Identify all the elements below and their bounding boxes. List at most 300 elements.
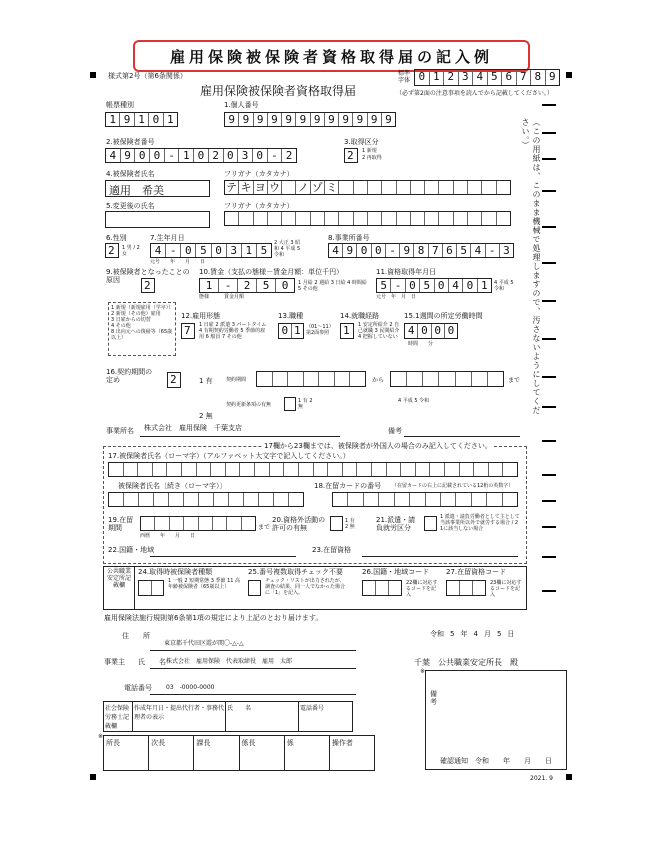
nationality-code-field[interactable] <box>362 580 402 596</box>
cause-option: 4 その他 <box>111 323 131 329</box>
digit-cell: 3 <box>227 244 242 257</box>
f9-label: 9.被保険者となったことの原因 <box>106 268 190 284</box>
f23-label: 23.在留資格 <box>312 546 352 554</box>
mynumber-field[interactable] <box>224 112 396 127</box>
digit-cell: 5 <box>457 244 471 257</box>
digit-cell <box>368 212 382 225</box>
digit-cell: 0 <box>181 244 196 257</box>
digit-cell <box>456 493 471 506</box>
digit-cell: キ <box>239 181 253 194</box>
jigyonushi-label: 事業主 <box>104 658 125 666</box>
stamp-cell: 係 <box>285 736 330 770</box>
digit-cell <box>364 493 379 506</box>
digit-cell <box>170 517 184 530</box>
digit-cell <box>489 463 504 476</box>
employer-tel: 03 -0000-0000 <box>166 684 215 691</box>
office-use-divider <box>134 566 135 610</box>
digit-cell <box>387 463 402 476</box>
digit-cell <box>226 463 241 476</box>
digit-cell <box>389 581 401 595</box>
timing-mark <box>542 300 556 302</box>
digit-cell <box>497 212 510 225</box>
digit-cell <box>311 212 325 225</box>
digit-cell <box>257 372 273 386</box>
digit-cell: 5 <box>260 244 268 257</box>
digit-cell <box>460 581 473 595</box>
sharoushi-table <box>103 701 353 732</box>
digit-cell <box>430 463 445 476</box>
digit-cell: 0 <box>447 324 455 337</box>
digit-cell: ミ <box>325 181 339 194</box>
digit-cell <box>304 372 320 386</box>
side-note: （この用紙は、このまま機械で処理しますので、汚さないようにしてください。） <box>521 118 541 415</box>
digit-cell: 8 <box>531 70 546 85</box>
digit-cell: 1 <box>293 324 301 337</box>
timing-mark <box>542 590 556 592</box>
f14-label: 14.就職経路 <box>340 312 380 320</box>
status-code-field[interactable] <box>446 580 486 596</box>
timing-mark <box>542 132 556 134</box>
digit-cell: 2 <box>209 149 224 162</box>
contract-ari: 1 有 <box>199 377 213 385</box>
digit-cell <box>138 463 153 476</box>
digit-cell <box>333 493 348 506</box>
digit-cell: 3 <box>238 149 253 162</box>
furigana2-field[interactable] <box>224 211 511 226</box>
f20-label: 20.資格外活動の許可の有無 <box>272 516 326 532</box>
digit-cell <box>225 212 239 225</box>
f3-label: 3.取得区分 <box>344 138 379 146</box>
digit-cell: 2 <box>285 149 293 162</box>
f20-opt: 1 有 2 無 <box>345 518 355 530</box>
f1-label: 1.個人番号 <box>224 101 259 109</box>
digit-cell <box>376 581 389 595</box>
digit-cell: 5 <box>196 244 211 257</box>
digit-cell: - <box>268 149 283 162</box>
digit-cell <box>199 493 214 506</box>
furigana-label: フリガナ（カタカナ） <box>224 170 294 178</box>
route-field[interactable]: 1 <box>340 323 354 339</box>
timing-mark <box>542 376 556 378</box>
kome-mark: ※ <box>98 733 104 740</box>
digit-cell: 0 <box>432 324 445 338</box>
digit-cell: - <box>165 149 180 162</box>
kome-mark2: ※ <box>420 668 426 675</box>
chohyo-field[interactable] <box>105 112 178 127</box>
f18-sub: （在留カードの右上に記載されている12桁の英数字） <box>392 483 514 489</box>
period-start-field[interactable] <box>256 371 366 387</box>
digit-cell: テ <box>225 181 239 194</box>
digit-cell: ウ <box>268 181 282 194</box>
acquisition-type-field[interactable]: 2 <box>344 148 358 163</box>
digit-cell <box>296 212 310 225</box>
insured-type-field[interactable] <box>138 580 164 596</box>
digit-cell <box>339 212 353 225</box>
insured-name-field[interactable]: 適用 希美 <box>105 180 210 197</box>
f10-label: 10.賃金（支払の態様－賃金月額：単位千円） <box>199 268 344 276</box>
digit-cell <box>109 463 124 476</box>
digit-cell <box>154 493 169 506</box>
cause-field[interactable]: 2 <box>141 278 155 293</box>
tel-label: 電話番号 <box>124 684 152 692</box>
cause-option: 2 新規（その他）雇用 <box>111 311 161 317</box>
sharoushi-label: 社会保険労務士記載欄 <box>104 702 133 732</box>
gender-field[interactable]: 2 <box>105 243 119 258</box>
digit-cell <box>425 212 439 225</box>
digit-cell <box>227 517 241 530</box>
stamp-row <box>103 735 375 771</box>
timing-mark <box>542 500 556 502</box>
digit-cell <box>397 212 411 225</box>
digit-cell: 0 <box>135 149 150 162</box>
digit-cell: 0 <box>281 279 289 292</box>
digit-cell <box>244 493 259 506</box>
digit-cell <box>439 181 453 194</box>
f15-label: 15.1週間の所定労働時間 <box>404 312 483 320</box>
addr-label: 住 所 <box>122 632 150 640</box>
digit-cell <box>335 372 351 386</box>
f19-made: まで <box>258 524 271 531</box>
contract-field[interactable]: 2 <box>167 372 181 388</box>
digit-cell <box>184 517 198 530</box>
digit-cell: 0 <box>224 149 239 162</box>
timing-mark <box>542 474 556 476</box>
roman-name2-field[interactable] <box>108 492 304 507</box>
digit-cell: - <box>386 244 400 257</box>
insured-number-field[interactable] <box>105 148 297 163</box>
version: 2021. 9 <box>530 775 553 782</box>
renewal-label: 契約更新条項の有無 <box>226 402 272 408</box>
acq-opt1: 1 新規 <box>362 148 377 154</box>
made: まで <box>508 377 521 384</box>
digit-cell <box>350 372 365 386</box>
f27-sub: 23欄に対応するコードを記入 <box>490 580 522 598</box>
digit-cell: 0 <box>253 149 268 162</box>
digit-cell <box>299 463 314 476</box>
digit-cell <box>239 212 253 225</box>
digit-cell <box>153 463 168 476</box>
legal-statement: 雇用保険法施行規則第6条第1項の規定により上記のとおり届けます。 <box>104 614 323 622</box>
digit-cell <box>416 463 431 476</box>
digit-cell <box>254 212 268 225</box>
addressee: 千葉 公共職業安定所長 殿 <box>414 658 518 667</box>
digit-cell: 9 <box>225 113 239 126</box>
f17-label: 17.被保険者氏名（ローマ字）（アルファベット大文字で記入してください。） <box>108 452 350 460</box>
digit-cell <box>289 493 303 506</box>
digit-cell: 7 <box>517 70 532 85</box>
digit-cell <box>411 212 425 225</box>
roman-name-field[interactable] <box>108 462 518 477</box>
digit-cell: 4 <box>471 244 485 257</box>
stamp-cell: 係長 <box>240 736 285 770</box>
digit-cell: 9 <box>268 113 282 126</box>
timing-mark <box>542 406 556 408</box>
digit-cell <box>268 212 282 225</box>
digit-cell: 9 <box>368 113 382 126</box>
digit-cell <box>282 212 296 225</box>
digit-cell <box>423 372 439 386</box>
cause-options <box>108 302 176 356</box>
digit-cell <box>426 493 441 506</box>
f17b-label: 被保険者氏名〔続き（ローマ字）〕 <box>118 482 227 490</box>
addr-line <box>150 650 356 651</box>
digit-cell <box>339 181 353 194</box>
digit-cell <box>169 493 184 506</box>
wage-sub: 態様 賃金月額 <box>199 294 245 300</box>
digit-cell <box>379 493 394 506</box>
digit-cell <box>325 212 339 225</box>
digit-cell: 4 <box>106 149 121 162</box>
submission-date: 令和 5 年 4 月 5 日 <box>430 630 515 638</box>
digit-cell <box>439 372 455 386</box>
digit-cell <box>439 212 453 225</box>
acq-sub: 元号 年 月 日 <box>376 294 417 300</box>
digit-cell: 4 <box>449 279 463 292</box>
digit-cell <box>282 181 296 194</box>
digit-cell <box>319 372 335 386</box>
digit-cell <box>482 181 496 194</box>
f26-sub: 22欄に対応するコードを記入 <box>406 580 438 598</box>
digit-cell <box>229 493 244 506</box>
digit-cell <box>411 181 425 194</box>
digit-cell <box>167 463 182 476</box>
digit-cell: 9 <box>121 149 136 162</box>
digit-cell <box>472 372 488 386</box>
period-label: 契約期間 <box>226 377 247 383</box>
example-banner: 雇用保険被保険者資格取得届の記入例 <box>133 40 530 72</box>
weekly-hours-field[interactable] <box>404 323 458 339</box>
digit-cell <box>363 581 376 595</box>
acq-opt2: 2 再取得 <box>362 155 382 161</box>
digit-cell: 9 <box>385 113 392 126</box>
period-end-field[interactable] <box>390 371 504 387</box>
digit-cell <box>468 212 482 225</box>
f24-label: 24.取得時被保険者種類 <box>138 568 213 576</box>
digit-cell <box>395 493 410 506</box>
acq-era: 4 平成 5 令和 <box>494 280 514 292</box>
sharoushi-col2: 氏 名 <box>226 702 299 732</box>
digit-cell: 9 <box>325 113 339 126</box>
digit-cell <box>397 181 411 194</box>
digit-cell: 1 <box>167 113 174 126</box>
digit-cell <box>401 463 416 476</box>
digit-cell <box>472 493 487 506</box>
digit-cell <box>182 463 197 476</box>
office-number-field[interactable] <box>328 243 514 258</box>
digit-cell: 5 <box>257 279 276 292</box>
digit-cell: 0 <box>212 244 227 257</box>
renewal-field[interactable] <box>284 397 296 411</box>
dispatch-field[interactable] <box>424 516 437 531</box>
occupation-field[interactable] <box>278 323 304 339</box>
timing-mark <box>542 338 556 340</box>
route-opts: 1 安定所紹介 2 自己就職 3 民間紹介 4 把握していない <box>358 322 400 340</box>
digit-cell: 0 <box>372 244 386 257</box>
digit-cell <box>454 181 468 194</box>
digit-cell: 9 <box>343 244 357 257</box>
sharoushi-col1: 作成年月日・提出代行者・事務代理者の表示 <box>133 702 226 732</box>
digit-cell <box>468 181 482 194</box>
chohyo-label: 帳票種別 <box>106 101 134 109</box>
dup-check-field[interactable] <box>248 580 261 596</box>
form-code: 様式第2号（第6条関係） <box>108 72 187 80</box>
activity-permit-field[interactable] <box>330 516 343 531</box>
f19-sub: 西暦 年 月 日 <box>140 533 196 539</box>
employment-type-field[interactable]: 7 <box>181 323 195 339</box>
acq-date-field[interactable] <box>376 278 492 293</box>
f23-line <box>362 556 518 557</box>
digit-cell <box>328 463 343 476</box>
furigana2-label: フリガナ（カタカナ） <box>224 202 294 210</box>
digit-cell <box>240 463 255 476</box>
digit-cell <box>270 463 285 476</box>
digit-cell <box>382 212 396 225</box>
digit-cell <box>474 463 489 476</box>
digit-cell <box>482 212 496 225</box>
digit-cell: - <box>219 279 238 292</box>
f13-label: 13.職種 <box>278 312 304 320</box>
biko-box <box>425 670 567 770</box>
notice-text: （必ず第2面の注意事項を読んでから記載してください。） <box>396 90 553 97</box>
stamp-cell: 課長 <box>194 736 239 770</box>
digit-cell <box>368 181 382 194</box>
digit-cell <box>274 493 289 506</box>
digit-cell <box>354 212 368 225</box>
digit-cell: - <box>486 244 500 257</box>
digit-cell <box>348 493 363 506</box>
digit-cell: 0 <box>418 324 431 338</box>
digit-cell <box>141 517 155 530</box>
digit-cell <box>109 493 124 506</box>
digit-cell <box>456 372 472 386</box>
timing-mark <box>542 556 556 558</box>
digit-cell: 3 <box>459 70 474 85</box>
f24-opts: 1 一般 2 短期常態 3 季節 11 高年齢被保険者（65歳以上） <box>168 578 241 590</box>
digit-cell <box>372 463 387 476</box>
digit-cell: 5 <box>488 70 503 85</box>
digit-cell: 2 <box>444 70 459 85</box>
f25-label: 25.番号複数取得チェック不要 <box>248 568 343 576</box>
digit-cell <box>441 493 456 506</box>
name-line <box>150 668 356 669</box>
renewal-opts: 1 有 2 無 <box>298 398 313 410</box>
hyojun-label: 標準字体 <box>398 70 411 84</box>
corner-mark <box>566 774 572 780</box>
timing-mark <box>542 226 556 228</box>
digit-cell <box>487 493 502 506</box>
birth-sub: 元号 年 月 日 <box>150 259 206 265</box>
corner-mark <box>90 774 96 780</box>
contract-nashi: 2 無 <box>199 412 213 420</box>
stamp-cell: 所長 <box>104 736 149 770</box>
timing-mark <box>542 262 556 264</box>
biko-label: 備考 <box>388 427 402 435</box>
digit-cell: 1 <box>242 244 257 257</box>
digit-cell: 4 <box>405 324 418 338</box>
digit-cell: 9 <box>400 244 414 257</box>
digit-cell <box>184 493 199 506</box>
digit-cell: 2 <box>238 279 257 292</box>
stay-period-field[interactable] <box>140 516 256 531</box>
birth-era: 2 大正 3 昭和 4 平成 5 令和 <box>274 240 301 258</box>
digit-cell <box>213 517 227 530</box>
digit-cell <box>454 212 468 225</box>
digit-cell <box>273 372 289 386</box>
office-use-label: 公共職業安定所記載欄 <box>106 568 131 589</box>
timing-mark <box>542 526 556 528</box>
foreign-note: 17欄から23欄までは、被保険者が外国人の場合のみ記入してください。 <box>264 442 492 450</box>
f19-label: 19.在留期間 <box>108 516 134 532</box>
digit-cell: 6 <box>443 244 457 257</box>
digit-cell: 6 <box>502 70 517 85</box>
digit-cell: 0 <box>149 113 163 126</box>
employment-opts: 1 日雇 2 派遣 3 パートタイム 4 有期契約労働者 5 季節的雇用 6 船員 7 その他 <box>199 322 267 340</box>
f16-label: 16.契約期間の定め <box>106 368 153 384</box>
office-label: 事業所名 <box>106 427 134 435</box>
form-title: 雇用保険被保険者資格取得届 <box>200 84 357 98</box>
biko-line <box>404 436 520 437</box>
digit-cell <box>425 181 439 194</box>
digit-cell <box>407 372 423 386</box>
stamp-cell: 次長 <box>149 736 194 770</box>
digit-cell: 0 <box>463 279 477 292</box>
biko2-label: 備考 <box>430 690 437 706</box>
digit-cell: 1 <box>135 113 149 126</box>
digit-cell: 1 <box>106 113 120 126</box>
digit-cell <box>382 181 396 194</box>
timing-mark <box>542 190 556 192</box>
timing-mark <box>542 104 556 106</box>
f11-label: 11.資格取得年月日 <box>376 268 437 276</box>
employer-address: 東京都千代田区霞が関〇-△-△ <box>164 640 244 647</box>
digit-cell: 9 <box>353 113 367 126</box>
birthdate-field[interactable] <box>150 243 272 258</box>
residence-card-field[interactable] <box>332 492 518 507</box>
tel-line <box>150 694 356 695</box>
digit-cell <box>354 181 368 194</box>
digit-cell <box>445 463 460 476</box>
digit-cell <box>155 517 169 530</box>
stamp-cell: 操作者 <box>331 739 353 747</box>
digit-cell: 1 <box>481 279 488 292</box>
changed-name-field[interactable] <box>105 211 210 228</box>
digit-cell <box>488 372 503 386</box>
furigana-field[interactable] <box>224 180 511 195</box>
digit-cell: 4 <box>473 70 488 85</box>
wage-field[interactable] <box>199 278 295 293</box>
cause-option: 1 新規（新規雇用（学卒）） <box>111 305 174 311</box>
digit-cell <box>259 493 274 506</box>
digit-cell <box>284 463 299 476</box>
digit-cell: 0 <box>194 149 209 162</box>
f5-label: 5.変更後の氏名 <box>106 202 155 210</box>
f8-label: 8.事業所番号 <box>328 234 370 242</box>
gender-opts: 1 男 / 2 女 <box>122 245 140 257</box>
digit-cell <box>460 463 475 476</box>
digit-cell: 9 <box>548 70 556 83</box>
digit-cell <box>288 372 304 386</box>
digit-cell <box>497 181 510 194</box>
digit-cell <box>447 581 460 595</box>
digit-cell: 4 <box>329 244 343 257</box>
f21-opt: 1 派遣・請負労働者として主として当該事業所以外で就労する場合 / 2 1に該当しない場合 <box>440 514 520 532</box>
digit-cell <box>473 581 485 595</box>
digit-cell <box>357 463 372 476</box>
hours-sub: 時間 分 <box>408 341 434 347</box>
occupation-sub: （01〜11）第2面参照 <box>306 324 332 336</box>
timing-mark <box>542 440 556 442</box>
f18-label: 18.在留カードの番号 <box>314 482 382 490</box>
